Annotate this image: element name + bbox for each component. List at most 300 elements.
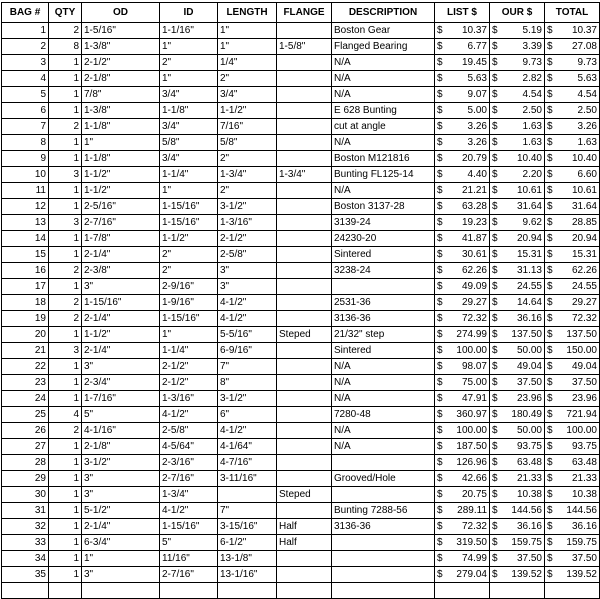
cell-flange [277, 119, 332, 135]
cell-id: 1-1/8" [160, 103, 218, 119]
cell-id: 1-15/16" [160, 519, 218, 535]
amount: 137.50 [511, 328, 542, 340]
header-row [2, 3, 600, 23]
amount: 279.04 [456, 568, 487, 580]
amount: 74.99 [461, 552, 487, 564]
cell-od: 2-7/16" [82, 215, 160, 231]
cell-length: 1" [218, 23, 277, 39]
currency-symbol: $ [437, 520, 443, 532]
cell-od: 2-1/4" [82, 343, 160, 359]
cell-length: 13-1/16" [218, 567, 277, 583]
currency-symbol: $ [437, 504, 443, 516]
header-id: ID [160, 3, 218, 23]
cell-od: 2-3/4" [82, 375, 160, 391]
currency-symbol: $ [492, 248, 498, 260]
table-row [2, 407, 600, 423]
cell-bag: 5 [2, 87, 49, 103]
cell-our-price [490, 423, 545, 439]
cell-length: 3" [218, 279, 277, 295]
cell-description: 2531-36 [332, 295, 435, 311]
cell-od: 2-1/8" [82, 71, 160, 87]
amount: 29.27 [571, 296, 597, 308]
cell-length: 13-1/8" [218, 551, 277, 567]
cell-total [545, 551, 600, 567]
cell-total [545, 135, 600, 151]
cell-bag: 14 [2, 231, 49, 247]
cell-list-price [435, 167, 490, 183]
cell-flange [277, 439, 332, 455]
amount: 139.52 [511, 568, 542, 580]
currency-symbol: $ [437, 88, 443, 100]
cell-list-price [435, 391, 490, 407]
amount: 9.73 [577, 56, 597, 68]
cell-id: 1-9/16" [160, 295, 218, 311]
cell-bag: 6 [2, 103, 49, 119]
cell-total [545, 407, 600, 423]
cell-flange: Half [277, 535, 332, 551]
cell-bag: 11 [2, 183, 49, 199]
amount: 72.32 [461, 520, 487, 532]
cell-list-price [435, 295, 490, 311]
currency-symbol: $ [547, 280, 553, 292]
cell-od: 2-1/4" [82, 519, 160, 535]
cell-flange [277, 295, 332, 311]
cell-our-price [490, 535, 545, 551]
cell-bag: 35 [2, 567, 49, 583]
cell-qty: 1 [49, 471, 82, 487]
cell-description: N/A [332, 359, 435, 375]
cell-bag: 13 [2, 215, 49, 231]
cell-total [545, 423, 600, 439]
amount: 10.37 [461, 24, 487, 36]
currency-symbol: $ [547, 200, 553, 212]
currency-symbol: $ [437, 488, 443, 500]
amount: 31.13 [516, 264, 542, 276]
header-length: LENGTH [218, 3, 277, 23]
cell-od: 2-1/2" [82, 55, 160, 71]
cell-qty: 2 [49, 311, 82, 327]
cell-our-price [490, 327, 545, 343]
header-bag: BAG # [2, 3, 49, 23]
cell-id: 11/16" [160, 551, 218, 567]
cell-description: 3136-36 [332, 519, 435, 535]
cell-bag: 25 [2, 407, 49, 423]
cell-id: 4-1/2" [160, 407, 218, 423]
cell-description: Sintered [332, 343, 435, 359]
cell-od: 1-7/8" [82, 231, 160, 247]
currency-symbol: $ [437, 120, 443, 132]
table-row [2, 23, 600, 39]
cell-flange [277, 311, 332, 327]
table-row [2, 439, 600, 455]
amount: 5.63 [577, 72, 597, 84]
amount: 150.00 [566, 344, 597, 356]
currency-symbol: $ [437, 376, 443, 388]
cell-od: 3" [82, 359, 160, 375]
cell-bag: 27 [2, 439, 49, 455]
cell-description: 21/32" step [332, 327, 435, 343]
currency-symbol: $ [547, 536, 553, 548]
cell-total [545, 55, 600, 71]
currency-symbol: $ [547, 120, 553, 132]
cell-length: 4-1/2" [218, 311, 277, 327]
currency-symbol: $ [492, 424, 498, 436]
cell-bag: 31 [2, 503, 49, 519]
currency-symbol: $ [492, 376, 498, 388]
amount: 19.45 [461, 56, 487, 68]
cell-our-price [490, 39, 545, 55]
cell-id: 2-9/16" [160, 279, 218, 295]
cell-length: 4-7/16" [218, 455, 277, 471]
amount: 319.50 [456, 536, 487, 548]
table-row [2, 39, 600, 55]
cell-flange [277, 551, 332, 567]
header-list-price: LIST $ [435, 3, 490, 23]
empty-cell [545, 583, 600, 599]
header-description: DESCRIPTION [332, 3, 435, 23]
currency-symbol: $ [492, 216, 498, 228]
cell-flange [277, 151, 332, 167]
cell-total [545, 231, 600, 247]
currency-symbol: $ [492, 136, 498, 148]
amount: 62.26 [461, 264, 487, 276]
currency-symbol: $ [547, 40, 553, 52]
cell-od: 3-1/2" [82, 455, 160, 471]
cell-description: cut at angle [332, 119, 435, 135]
cell-list-price [435, 535, 490, 551]
cell-flange [277, 23, 332, 39]
cell-id: 2" [160, 55, 218, 71]
cell-list-price [435, 135, 490, 151]
currency-symbol: $ [437, 200, 443, 212]
amount: 3.39 [522, 40, 542, 52]
cell-total [545, 39, 600, 55]
cell-list-price [435, 71, 490, 87]
cell-description: N/A [332, 423, 435, 439]
cell-list-price [435, 23, 490, 39]
cell-our-price [490, 391, 545, 407]
cell-bag: 2 [2, 39, 49, 55]
cell-bag: 17 [2, 279, 49, 295]
amount: 20.94 [516, 232, 542, 244]
cell-list-price [435, 39, 490, 55]
cell-bag: 8 [2, 135, 49, 151]
currency-symbol: $ [547, 456, 553, 468]
cell-id: 2" [160, 263, 218, 279]
amount: 4.54 [522, 88, 542, 100]
cell-description: 3238-24 [332, 263, 435, 279]
cell-id: 3/4" [160, 119, 218, 135]
cell-qty: 1 [49, 199, 82, 215]
cell-list-price [435, 503, 490, 519]
cell-bag: 7 [2, 119, 49, 135]
cell-flange [277, 279, 332, 295]
amount: 15.31 [516, 248, 542, 260]
cell-list-price [435, 119, 490, 135]
table-row [2, 119, 600, 135]
cell-bag: 18 [2, 295, 49, 311]
cell-length: 3-1/2" [218, 199, 277, 215]
amount: 10.61 [516, 184, 542, 196]
amount: 9.73 [522, 56, 542, 68]
amount: 98.07 [461, 360, 487, 372]
cell-list-price [435, 567, 490, 583]
cell-our-price [490, 343, 545, 359]
cell-description: Boston Gear [332, 23, 435, 39]
currency-symbol: $ [437, 24, 443, 36]
table-row [2, 167, 600, 183]
cell-flange [277, 263, 332, 279]
table-row [2, 103, 600, 119]
cell-list-price [435, 439, 490, 455]
cell-list-price [435, 263, 490, 279]
cell-our-price [490, 519, 545, 535]
cell-id: 1" [160, 183, 218, 199]
cell-description [332, 535, 435, 551]
cell-id: 1-3/4" [160, 487, 218, 503]
currency-symbol: $ [492, 264, 498, 276]
cell-od: 4-1/16" [82, 423, 160, 439]
amount: 63.48 [571, 456, 597, 468]
cell-list-price [435, 551, 490, 567]
cell-od: 3" [82, 279, 160, 295]
cell-flange [277, 455, 332, 471]
cell-bag: 26 [2, 423, 49, 439]
cell-flange [277, 423, 332, 439]
amount: 36.16 [516, 312, 542, 324]
cell-qty: 8 [49, 39, 82, 55]
cell-list-price [435, 423, 490, 439]
cell-length: 6" [218, 407, 277, 423]
currency-symbol: $ [492, 472, 498, 484]
currency-symbol: $ [547, 184, 553, 196]
cell-length: 6-1/2" [218, 535, 277, 551]
amount: 50.00 [516, 424, 542, 436]
currency-symbol: $ [492, 232, 498, 244]
cell-list-price [435, 471, 490, 487]
cell-length: 1-3/16" [218, 215, 277, 231]
table-row [2, 231, 600, 247]
currency-symbol: $ [492, 328, 498, 340]
cell-id: 1-1/4" [160, 167, 218, 183]
amount: 41.87 [461, 232, 487, 244]
cell-total [545, 279, 600, 295]
cell-bag: 20 [2, 327, 49, 343]
cell-od: 1" [82, 135, 160, 151]
cell-length: 3" [218, 263, 277, 279]
cell-flange [277, 71, 332, 87]
currency-symbol: $ [492, 280, 498, 292]
cell-our-price [490, 359, 545, 375]
cell-our-price [490, 103, 545, 119]
cell-description: N/A [332, 71, 435, 87]
cell-qty: 1 [49, 455, 82, 471]
table-row [2, 71, 600, 87]
currency-symbol: $ [547, 376, 553, 388]
cell-description: Flanged Bearing [332, 39, 435, 55]
table-row [2, 375, 600, 391]
currency-symbol: $ [547, 504, 553, 516]
amount: 10.40 [571, 152, 597, 164]
amount: 20.79 [461, 152, 487, 164]
amount: 274.99 [456, 328, 487, 340]
cell-od: 1-1/2" [82, 183, 160, 199]
cell-od: 3" [82, 567, 160, 583]
cell-total [545, 151, 600, 167]
cell-bag: 32 [2, 519, 49, 535]
amount: 144.56 [566, 504, 597, 516]
cell-description: Grooved/Hole [332, 471, 435, 487]
cell-flange [277, 231, 332, 247]
cell-qty: 1 [49, 359, 82, 375]
currency-symbol: $ [547, 312, 553, 324]
cell-flange [277, 343, 332, 359]
table-row [2, 343, 600, 359]
cell-qty: 1 [49, 439, 82, 455]
cell-description [332, 279, 435, 295]
cell-our-price [490, 439, 545, 455]
cell-list-price [435, 359, 490, 375]
table-row [2, 135, 600, 151]
currency-symbol: $ [437, 40, 443, 52]
cell-our-price [490, 87, 545, 103]
cell-list-price [435, 247, 490, 263]
cell-od: 6-3/4" [82, 535, 160, 551]
currency-symbol: $ [437, 72, 443, 84]
amount: 10.40 [516, 152, 542, 164]
amount: 15.31 [571, 248, 597, 260]
cell-length: 1-3/4" [218, 167, 277, 183]
currency-symbol: $ [437, 408, 443, 420]
currency-symbol: $ [547, 264, 553, 276]
amount: 3.26 [577, 120, 597, 132]
cell-total [545, 247, 600, 263]
cell-flange: 1-3/4" [277, 167, 332, 183]
header-qty: QTY [49, 3, 82, 23]
cell-our-price [490, 247, 545, 263]
table-row [2, 55, 600, 71]
empty-cell [218, 583, 277, 599]
cell-description: N/A [332, 391, 435, 407]
currency-symbol: $ [437, 424, 443, 436]
cell-qty: 3 [49, 343, 82, 359]
cell-qty: 1 [49, 519, 82, 535]
amount: 6.77 [467, 40, 487, 52]
cell-list-price [435, 407, 490, 423]
cell-bag: 34 [2, 551, 49, 567]
cell-id: 1" [160, 71, 218, 87]
amount: 72.32 [571, 312, 597, 324]
cell-list-price [435, 311, 490, 327]
cell-id: 1" [160, 327, 218, 343]
cell-total [545, 119, 600, 135]
amount: 10.61 [571, 184, 597, 196]
amount: 187.50 [456, 440, 487, 452]
amount: 159.75 [566, 536, 597, 548]
cell-id: 3/4" [160, 87, 218, 103]
cell-qty: 2 [49, 119, 82, 135]
currency-symbol: $ [547, 488, 553, 500]
empty-cell [82, 583, 160, 599]
table-row [2, 215, 600, 231]
cell-qty: 2 [49, 263, 82, 279]
cell-length: 7" [218, 359, 277, 375]
amount: 100.00 [566, 424, 597, 436]
amount: 4.54 [577, 88, 597, 100]
cell-id: 3/4" [160, 151, 218, 167]
cell-od: 1-15/16" [82, 295, 160, 311]
amount: 159.75 [511, 536, 542, 548]
amount: 37.50 [516, 552, 542, 564]
amount: 21.33 [571, 472, 597, 484]
cell-length: 7/16" [218, 119, 277, 135]
currency-symbol: $ [492, 104, 498, 116]
table-row [2, 535, 600, 551]
cell-id: 1" [160, 39, 218, 55]
empty-cell [160, 583, 218, 599]
table-row [2, 151, 600, 167]
cell-total [545, 87, 600, 103]
cell-length: 3-1/2" [218, 391, 277, 407]
cell-description: Boston 3137-28 [332, 199, 435, 215]
amount: 19.23 [461, 216, 487, 228]
currency-symbol: $ [547, 552, 553, 564]
currency-symbol: $ [437, 440, 443, 452]
cell-qty: 1 [49, 87, 82, 103]
cell-flange [277, 567, 332, 583]
cell-od: 7/8" [82, 87, 160, 103]
currency-symbol: $ [492, 488, 498, 500]
cell-qty: 1 [49, 487, 82, 503]
currency-symbol: $ [547, 408, 553, 420]
cell-total [545, 487, 600, 503]
cell-length: 4-1/2" [218, 423, 277, 439]
currency-symbol: $ [547, 136, 553, 148]
cell-qty: 1 [49, 135, 82, 151]
cell-qty: 1 [49, 535, 82, 551]
cell-description: N/A [332, 87, 435, 103]
cell-description: N/A [332, 135, 435, 151]
amount: 5.63 [467, 72, 487, 84]
cell-id: 1-3/16" [160, 391, 218, 407]
amount: 4.40 [467, 168, 487, 180]
currency-symbol: $ [492, 408, 498, 420]
amount: 2.82 [522, 72, 542, 84]
cell-qty: 1 [49, 567, 82, 583]
currency-symbol: $ [437, 344, 443, 356]
parts-table [1, 2, 600, 599]
cell-description: N/A [332, 375, 435, 391]
cell-our-price [490, 55, 545, 71]
cell-description: N/A [332, 439, 435, 455]
cell-bag: 16 [2, 263, 49, 279]
cell-id: 2-7/16" [160, 471, 218, 487]
cell-our-price [490, 295, 545, 311]
amount: 72.32 [461, 312, 487, 324]
empty-cell [277, 583, 332, 599]
cell-bag: 24 [2, 391, 49, 407]
cell-our-price [490, 183, 545, 199]
currency-symbol: $ [547, 360, 553, 372]
cell-our-price [490, 471, 545, 487]
table-row [2, 567, 600, 583]
cell-our-price [490, 407, 545, 423]
table-row [2, 263, 600, 279]
currency-symbol: $ [492, 392, 498, 404]
amount: 1.63 [577, 136, 597, 148]
cell-length: 1" [218, 39, 277, 55]
header-our-price: OUR $ [490, 3, 545, 23]
